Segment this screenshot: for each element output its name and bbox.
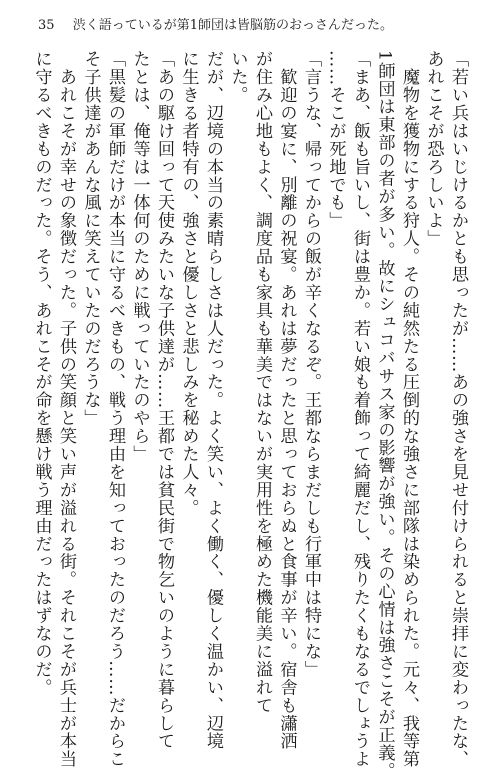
text-line: あれこそが恐ろしいよ」	[423, 50, 444, 248]
text-line: 「黒髪の軍師だけが本当に守るべきもの、戦う理由を知っておったのだろう……だからこ	[105, 50, 125, 768]
text-line: だが、辺境の本当の素晴らしさは人だった。よく笑い、よく働く、優しく温かい、辺境	[203, 50, 223, 751]
running-title: 渋く語っているが第1師団は皆脳筋のおっさんだった。	[72, 18, 393, 33]
text-line: 「言うな、帰ってからの飯が辛くなるぞ。王都ならまだしも行軍中は特にな」	[301, 50, 321, 679]
text-line: ……そこが死地でも」	[325, 50, 346, 230]
text-line: 「あの駆け回って天使みたいな子供達が……王都では貧民街で物乞いのように暮らして	[154, 50, 174, 751]
text-line: そ子供達があんな風に笑えていたのだろうな」	[80, 50, 101, 427]
text-line: 歓迎の宴に、別離の祝宴。あれは夢だったと思っておらぬと食事が辛い。宿舎も瀟洒	[276, 50, 297, 751]
text-line: たとは、俺等は一体何のために戦っていたのやら」	[129, 50, 150, 463]
text-line: 1師団は東部の者が多い。故にシュコバサス家の影響が強い。その心情は強さこそが正義。	[374, 50, 395, 780]
vertical-body-text	[28, 50, 468, 780]
text-line: に守るべきものだった。そう、あれこそが命を懸け戦う理由だったはずなのだ。	[31, 50, 52, 697]
text-line: に生きる者特有の、強さと優しさと悲しみを秘めた人々。	[178, 50, 199, 517]
text-line: あれこそが幸せの象徴だった。子供の笑顔と笑い声が溢れる街。それこそが兵士が本当	[56, 50, 76, 768]
text-line: いた。	[227, 50, 248, 104]
text-line: 「若い兵はいじけるかとも思ったが……あの強さを見せ付けられると崇拝に変わったな、	[448, 50, 468, 768]
page-number: 35	[38, 18, 55, 33]
text-line: 魔物を獲物にする狩人。その純然たる圧倒的な強さに部隊は染められた。元々、我等第	[399, 50, 419, 768]
text-line: 「まあ、飯も旨いし、街は豊か。若い娘も着飾って綺麗だし、残りたくもなるでしょうよ	[350, 50, 370, 768]
text-line: が住み心地もよく、調度品も家具も華美ではないが実用性を極めた機能美に溢れて	[252, 50, 272, 715]
page-header	[38, 16, 393, 36]
